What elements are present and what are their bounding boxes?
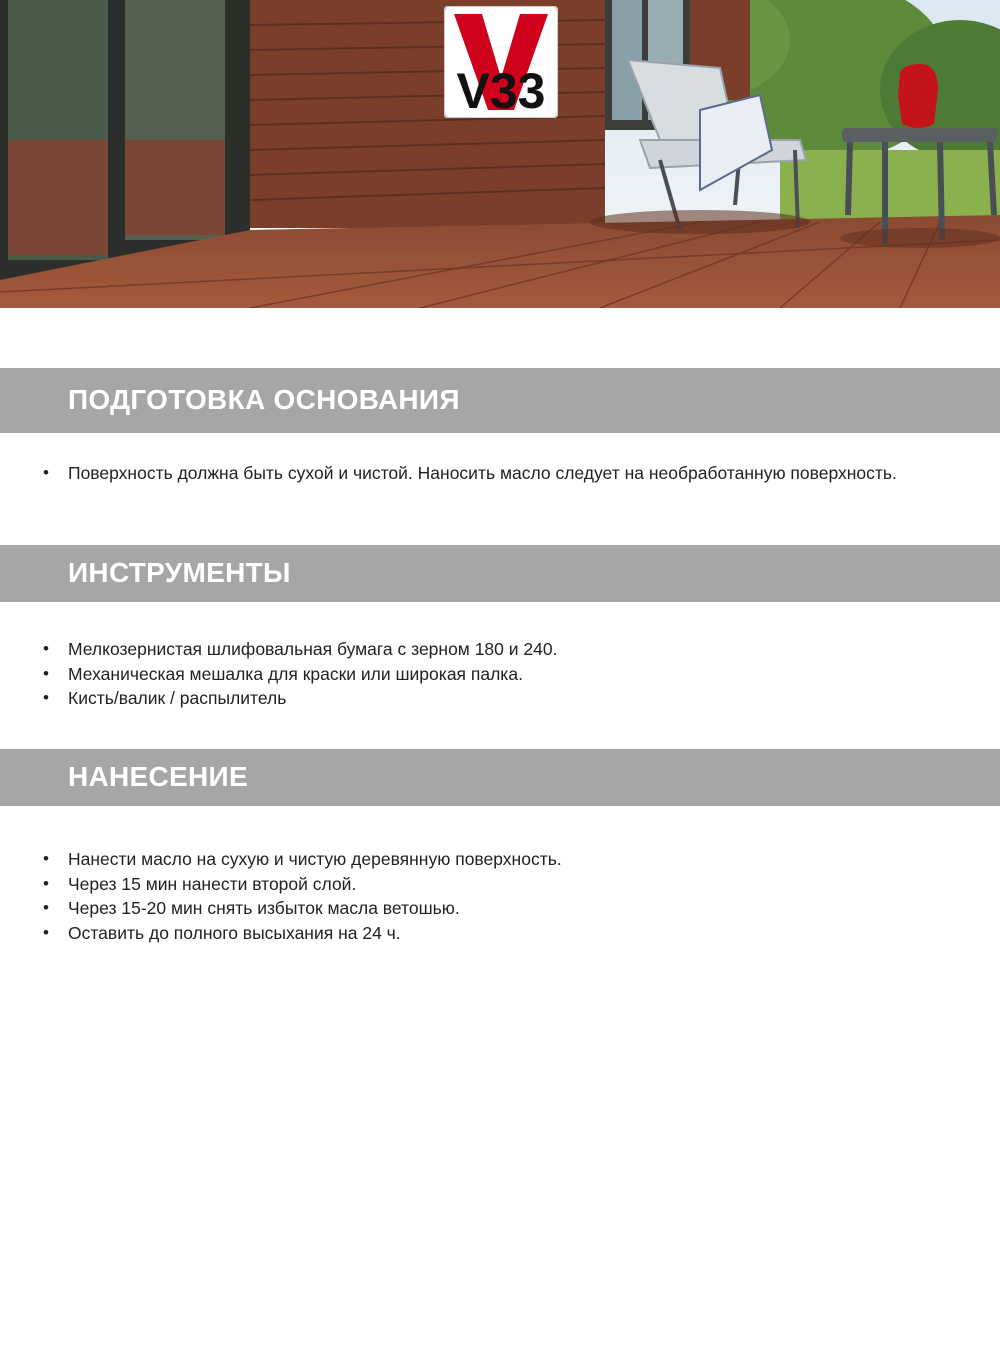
list-item	[0, 896, 1000, 921]
list-item	[0, 662, 1000, 687]
section-title: ИНСТРУМЕНТЫ	[68, 557, 291, 588]
section-title: НАНЕСЕНИЕ	[68, 761, 248, 792]
bullet: •	[43, 898, 49, 917]
bullet: •	[43, 849, 49, 868]
list-item-text: Поверхность должна быть сухой и чистой. Наносить масло следует на необработанную поверхность.	[68, 463, 897, 483]
list-item-text: Через 15-20 мин снять избыток масла ветошью.	[68, 898, 460, 918]
list-item-text: Кисть/валик / распылитель	[68, 688, 287, 708]
list-item-text: Мелкозернистая шлифовальная бумага с зерном 180 и 240.	[68, 639, 558, 659]
bullet: •	[43, 922, 49, 942]
list-item	[0, 637, 1000, 662]
section-title: ПОДГОТОВКА ОСНОВАНИЯ	[68, 384, 460, 415]
list-item-text: Через 15 мин нанести второй слой.	[68, 873, 357, 894]
tools-list	[0, 637, 1000, 711]
list-item-text: Механическая мешалка для краски или широкая палка.	[68, 663, 523, 684]
bullet: •	[43, 688, 49, 707]
preparation-list	[0, 461, 1000, 486]
list-item-text: Нанести масло на сухую и чистую деревянную поверхность.	[68, 849, 562, 869]
list-item	[0, 921, 1000, 946]
logo-text: V33	[456, 63, 546, 118]
section-header-tools	[0, 545, 1000, 602]
bullet: •	[43, 463, 49, 482]
list-item	[0, 686, 1000, 711]
bullet: •	[43, 873, 49, 893]
list-item-text: Оставить до полного высыхания на 24 ч.	[68, 922, 401, 943]
list-item	[0, 461, 1000, 486]
list-item	[0, 847, 1000, 872]
list-item	[0, 872, 1000, 897]
brand-logo	[444, 6, 558, 118]
section-header-preparation	[0, 368, 1000, 433]
section-header-application	[0, 749, 1000, 806]
bullet: •	[43, 639, 49, 658]
bullet: •	[43, 663, 49, 683]
application-list	[0, 847, 1000, 945]
